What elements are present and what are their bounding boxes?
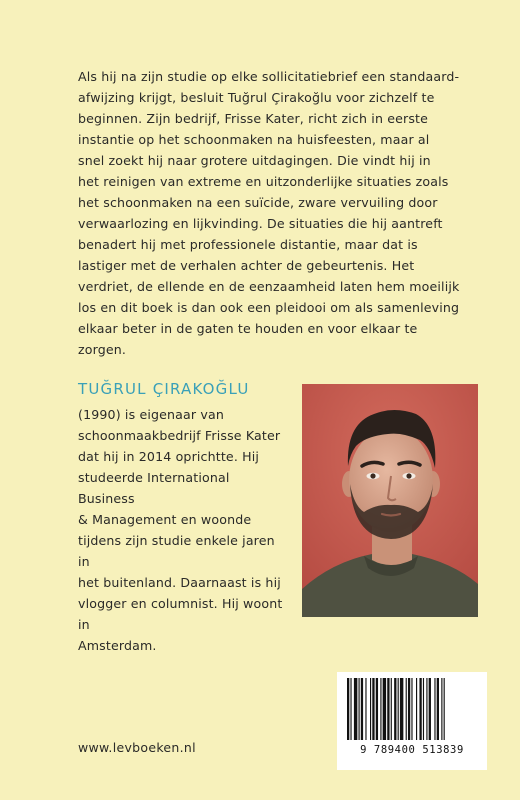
barcode-bar: [391, 678, 392, 740]
bio-line: dat hij in 2014 oprichtte. Hij: [78, 449, 260, 464]
barcode-bar: [434, 678, 435, 740]
blurb-line: snel zoekt hij naar grotere uitdagingen. Die vindt hij in: [78, 153, 431, 168]
barcode-bars: [337, 672, 487, 742]
author-bio: [78, 404, 283, 656]
isbn-digits: 9 789400 513839: [360, 744, 464, 756]
bio-line: schoonmaakbedrijf Frisse Kater: [78, 428, 281, 443]
barcode-bar: [398, 678, 399, 740]
blurb-line: afwijzing krijgt, besluit Tuğrul Çirakoğlu voor zichzelf te: [78, 90, 435, 105]
barcode-bar: [411, 678, 412, 740]
blurb-line: Als hij na zijn studie op elke sollicitatiebrief een standaard-: [78, 69, 460, 84]
blurb-line: benadert hij met professionele distantie, maar dat is: [78, 237, 418, 252]
blurb-line: het reinigen van extreme en uitzonderlijke situaties zoals: [78, 174, 449, 189]
barcode-bar: [387, 678, 389, 740]
blurb-line: verdriet, de ellende en de eenzaamheid laten hem moeilijk: [78, 279, 460, 294]
blurb-line: het schoonmaken na een suïcide, zware vervuiling door: [78, 195, 438, 210]
isbn-barcode: [337, 672, 487, 770]
barcode-bar: [372, 678, 374, 740]
barcode-bar: [429, 678, 431, 740]
barcode-bar: [444, 678, 445, 740]
bio-line: Amsterdam.: [78, 638, 157, 653]
barcode-bar: [416, 678, 417, 740]
blurb-line: verwaarlozing en lijkvinding. De situaties die hij aantreft: [78, 216, 443, 231]
barcode-bar: [376, 678, 378, 740]
bio-line: (1990) is eigenaar van: [78, 407, 224, 422]
blurb-line: elkaar beter in de gaten te houden en voor elkaar te: [78, 321, 418, 336]
barcode-bar: [365, 678, 366, 740]
barcode-bar: [380, 678, 381, 740]
barcode-bar: [383, 678, 386, 740]
barcode-bar: [423, 678, 424, 740]
barcode-bar: [359, 678, 360, 740]
bio-line: studeerde International Business: [78, 470, 230, 506]
barcode-bar: [350, 678, 351, 740]
author-name: TUĞRUL ÇIRAKOĞLU: [78, 380, 250, 398]
barcode-bar: [400, 678, 403, 740]
bio-line: & Management en woonde: [78, 512, 252, 527]
barcode-bar: [441, 678, 442, 740]
author-photo: [302, 384, 478, 617]
barcode-bar: [354, 678, 357, 740]
back-cover-blurb: [78, 66, 470, 360]
author-portrait-illustration: [302, 384, 478, 617]
barcode-bar: [408, 678, 410, 740]
barcode-bar: [394, 678, 396, 740]
bio-line: tijdens zijn studie enkele jaren in: [78, 533, 275, 569]
blurb-line: instantie op het schoonmaken na huisfeesten, maar al: [78, 132, 430, 147]
blurb-line: los en dit boek is dan ook een pleidooi om als samenleving: [78, 300, 460, 315]
blurb-line: zorgen.: [78, 342, 127, 357]
blurb-line: lastiger met de verhalen achter de gebeurtenis. Het: [78, 258, 415, 273]
bio-line: vlogger en columnist. Hij woont in: [78, 596, 283, 632]
barcode-bar: [370, 678, 371, 740]
barcode-bar: [361, 678, 363, 740]
publisher-website: www.levboeken.nl: [78, 740, 196, 755]
barcode-bar: [437, 678, 439, 740]
barcode-bar: [347, 678, 349, 740]
barcode-bar: [406, 678, 407, 740]
barcode-bar: [426, 678, 427, 740]
blurb-line: beginnen. Zijn bedrijf, Frisse Kater, richt zich in eerste: [78, 111, 429, 126]
bio-line: het buitenland. Daarnaast is hij: [78, 575, 281, 590]
barcode-bar: [419, 678, 421, 740]
